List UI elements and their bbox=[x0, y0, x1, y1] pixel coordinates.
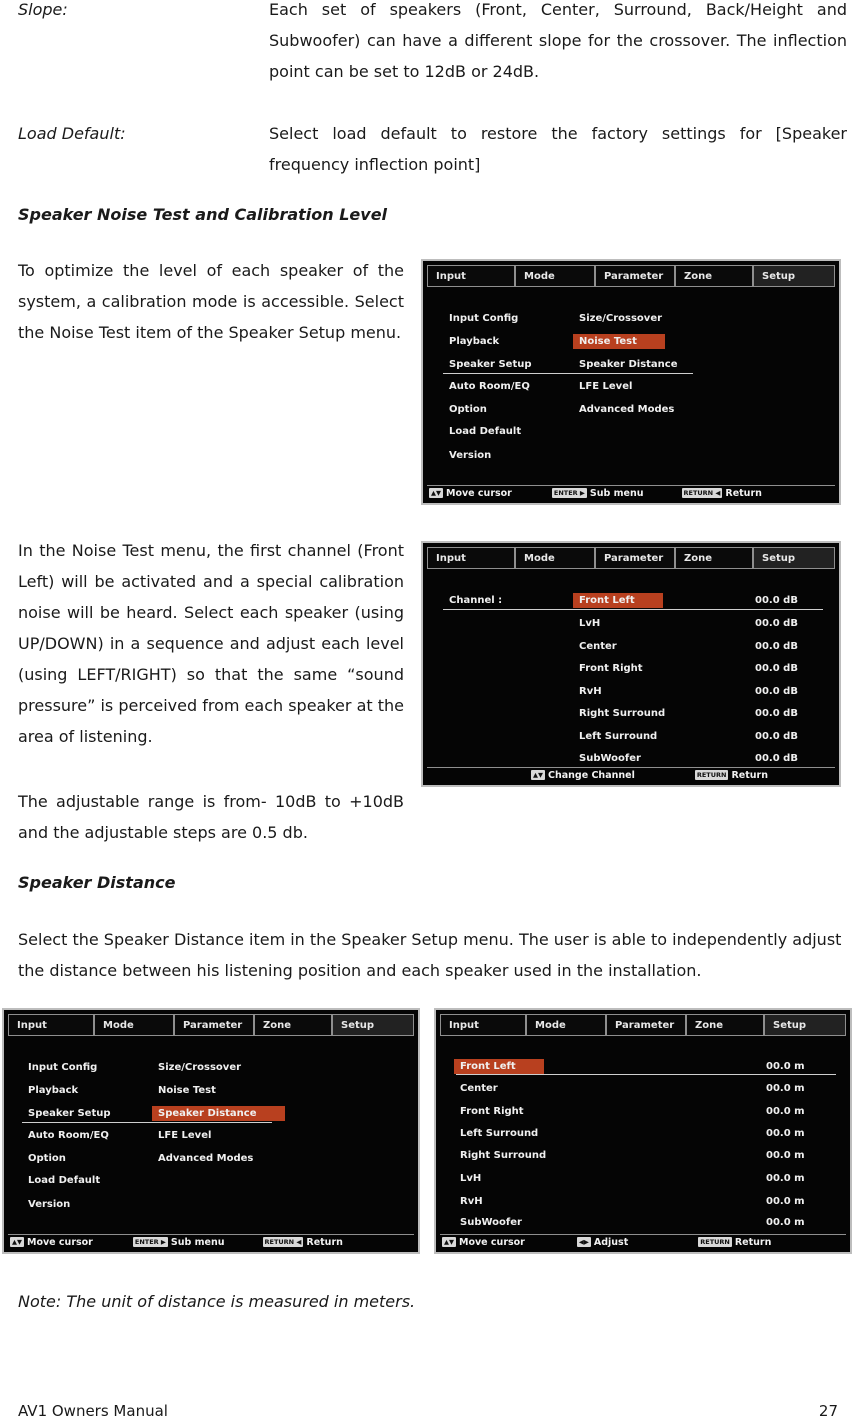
manual-title-footer: AV1 Owners Manual bbox=[18, 1402, 168, 1420]
level-value[interactable]: 00.0 dB bbox=[755, 753, 798, 764]
return-key-icon: RETURN ◀ bbox=[683, 489, 721, 497]
channel-subwoofer[interactable]: SubWoofer bbox=[579, 753, 641, 764]
tab-parameter[interactable]: Parameter bbox=[606, 1014, 686, 1036]
tab-zone[interactable]: Zone bbox=[675, 265, 753, 287]
level-value[interactable]: 00.0 dB bbox=[755, 731, 798, 742]
menu-advanced-modes[interactable]: Advanced Modes bbox=[579, 404, 675, 415]
tab-zone[interactable]: Zone bbox=[686, 1014, 764, 1036]
distance-lvh[interactable]: LvH bbox=[460, 1173, 482, 1184]
footer-adjust: Adjust bbox=[593, 1236, 629, 1248]
menu-noise-test[interactable]: Noise Test bbox=[158, 1085, 216, 1096]
tab-input[interactable]: Input bbox=[8, 1014, 94, 1036]
tab-setup[interactable]: Setup bbox=[764, 1014, 846, 1036]
menu-playback[interactable]: Playback bbox=[449, 336, 500, 347]
menu-load-default[interactable]: Load Default bbox=[28, 1175, 101, 1186]
distance-value[interactable]: 00.0 m bbox=[766, 1106, 805, 1117]
tab-parameter[interactable]: Parameter bbox=[595, 547, 675, 569]
level-value[interactable]: 00.0 dB bbox=[755, 595, 798, 606]
osd-footer bbox=[8, 1234, 414, 1249]
tab-input[interactable]: Input bbox=[440, 1014, 526, 1036]
menu-speaker-setup[interactable]: Speaker Setup bbox=[449, 359, 532, 370]
menu-noise-test-selected[interactable]: Noise Test bbox=[573, 334, 665, 349]
load-default-label: Load Default: bbox=[18, 124, 126, 143]
menu-speaker-distance-selected[interactable]: Speaker Distance bbox=[152, 1106, 285, 1121]
tab-mode[interactable]: Mode bbox=[515, 265, 595, 287]
level-value[interactable]: 00.0 dB bbox=[755, 663, 798, 674]
distance-value[interactable]: 00.0 m bbox=[766, 1173, 805, 1184]
channel-front-left-selected[interactable]: Front Left bbox=[573, 593, 663, 608]
distance-subwoofer[interactable]: SubWoofer bbox=[460, 1217, 522, 1228]
menu-option[interactable]: Option bbox=[28, 1153, 66, 1164]
tab-zone[interactable]: Zone bbox=[254, 1014, 332, 1036]
osd-speaker-distance-values bbox=[434, 1008, 852, 1254]
menu-size-crossover[interactable]: Size/Crossover bbox=[158, 1062, 242, 1073]
footer-change-channel: Change Channel bbox=[548, 769, 635, 781]
menu-input-config[interactable]: Input Config bbox=[28, 1062, 98, 1073]
menu-speaker-setup[interactable]: Speaker Setup bbox=[28, 1108, 111, 1119]
channel-left-surround[interactable]: Left Surround bbox=[579, 731, 658, 742]
menu-auto-room-eq[interactable]: Auto Room/EQ bbox=[28, 1130, 109, 1141]
osd-tab-bar bbox=[440, 1014, 846, 1036]
level-value[interactable]: 00.0 dB bbox=[755, 641, 798, 652]
level-value[interactable]: 00.0 dB bbox=[755, 708, 798, 719]
distance-unit-note: Note: The unit of distance is measured in meters. bbox=[18, 1292, 416, 1311]
footer-move-cursor: Move cursor bbox=[27, 1236, 93, 1248]
osd-tab-bar bbox=[8, 1014, 414, 1036]
tab-setup[interactable]: Setup bbox=[753, 547, 835, 569]
osd-footer bbox=[440, 1234, 846, 1249]
tab-setup[interactable]: Setup bbox=[332, 1014, 414, 1036]
osd-tab-bar bbox=[427, 547, 835, 569]
distance-front-left-selected[interactable]: Front Left bbox=[454, 1059, 544, 1074]
channel-right-surround[interactable]: Right Surround bbox=[579, 708, 666, 719]
osd-setup-menu-noise-test bbox=[421, 259, 841, 505]
level-value[interactable]: 00.0 dB bbox=[755, 686, 798, 697]
noise-test-paragraph-1: To optimize the level of each speaker of the system, a calibration mode is accessible. Select the Noise Test item of the Speaker Setup menu. bbox=[18, 261, 404, 342]
distance-rvh[interactable]: RvH bbox=[460, 1196, 483, 1207]
enter-key-icon: ENTER ▶ bbox=[134, 1238, 166, 1246]
distance-right-surround[interactable]: Right Surround bbox=[460, 1150, 547, 1161]
channel-rvh[interactable]: RvH bbox=[579, 686, 602, 697]
menu-size-crossover[interactable]: Size/Crossover bbox=[579, 313, 663, 324]
distance-value[interactable]: 00.0 m bbox=[766, 1083, 805, 1094]
footer-move-cursor: Move cursor bbox=[446, 487, 512, 499]
footer-move-cursor: Move cursor bbox=[459, 1236, 525, 1248]
footer-return: Return bbox=[731, 769, 768, 781]
speaker-distance-heading: Speaker Distance bbox=[18, 873, 176, 892]
noise-test-paragraph-3: The adjustable range is from- 10dB to +10dB and the adjustable steps are 0.5 db. bbox=[18, 792, 404, 842]
return-key-icon: RETURN bbox=[696, 771, 727, 779]
enter-key-icon: ENTER ▶ bbox=[553, 489, 585, 497]
tab-parameter[interactable]: Parameter bbox=[174, 1014, 254, 1036]
arrow-keys-icon: ▲▼ bbox=[533, 771, 543, 779]
left-right-keys-icon: ◀▶ bbox=[578, 1238, 589, 1246]
arrow-keys-icon: ▲▼ bbox=[431, 489, 441, 497]
distance-value[interactable]: 00.0 m bbox=[766, 1196, 805, 1207]
menu-playback[interactable]: Playback bbox=[28, 1085, 79, 1096]
tab-zone[interactable]: Zone bbox=[675, 547, 753, 569]
channel-lvh[interactable]: LvH bbox=[579, 618, 601, 629]
osd-setup-menu-speaker-distance bbox=[2, 1008, 420, 1254]
noise-test-heading: Speaker Noise Test and Calibration Level bbox=[18, 205, 388, 224]
osd-tab-bar bbox=[427, 265, 835, 287]
menu-advanced-modes[interactable]: Advanced Modes bbox=[158, 1153, 254, 1164]
menu-speaker-distance[interactable]: Speaker Distance bbox=[579, 359, 678, 370]
page-number: 27 bbox=[818, 1402, 838, 1420]
channel-label: Channel : bbox=[449, 595, 503, 606]
return-key-icon: RETURN bbox=[700, 1238, 730, 1246]
arrow-keys-icon: ▲▼ bbox=[12, 1238, 22, 1246]
menu-lfe-level[interactable]: LFE Level bbox=[158, 1130, 212, 1141]
speaker-distance-paragraph: Select the Speaker Distance item in the Speaker Setup menu. The user is able to independently adjust the distance between his listening position and each speaker used in the installation. bbox=[18, 930, 842, 980]
menu-input-config[interactable]: Input Config bbox=[449, 313, 519, 324]
distance-center[interactable]: Center bbox=[460, 1083, 498, 1094]
distance-front-right[interactable]: Front Right bbox=[460, 1106, 524, 1117]
osd-footer bbox=[427, 767, 835, 782]
menu-version[interactable]: Version bbox=[28, 1199, 71, 1210]
tab-mode[interactable]: Mode bbox=[94, 1014, 174, 1036]
menu-auto-room-eq[interactable]: Auto Room/EQ bbox=[449, 381, 530, 392]
menu-lfe-level[interactable]: LFE Level bbox=[579, 381, 633, 392]
channel-center[interactable]: Center bbox=[579, 641, 617, 652]
distance-value[interactable]: 00.0 m bbox=[766, 1150, 805, 1161]
osd-noise-test-levels bbox=[421, 541, 841, 787]
footer-return: Return bbox=[734, 1236, 772, 1248]
tab-input[interactable]: Input bbox=[427, 547, 515, 569]
noise-test-paragraph-2: In the Noise Test menu, the first channel (Front Left) will be activated and a special calibration noise will be heard. Select each speaker (using UP/DOWN) in a sequence and adjust each level (using LEFT/RIGHT) so that the same “sound pressure” is perceived from each speaker at the area of listening. bbox=[18, 541, 404, 746]
menu-version[interactable]: Version bbox=[449, 450, 492, 461]
tab-mode[interactable]: Mode bbox=[526, 1014, 606, 1036]
slope-description: Each set of speakers (Front, Center, Surround, Back/Height and Subwoofer) can have a different slope for the crossover. The inflection point can be set to 12dB or 24dB. bbox=[269, 0, 847, 81]
distance-value[interactable]: 00.0 m bbox=[766, 1061, 805, 1072]
menu-option[interactable]: Option bbox=[449, 404, 487, 415]
menu-load-default[interactable]: Load Default bbox=[449, 426, 522, 437]
footer-return: Return bbox=[306, 1236, 343, 1248]
slope-label: Slope: bbox=[18, 0, 68, 19]
distance-value[interactable]: 00.0 m bbox=[766, 1217, 805, 1228]
tab-parameter[interactable]: Parameter bbox=[595, 265, 675, 287]
osd-footer bbox=[427, 485, 835, 500]
footer-sub-menu: Sub menu bbox=[589, 487, 644, 499]
distance-value[interactable]: 00.0 m bbox=[766, 1128, 805, 1139]
footer-sub-menu: Sub menu bbox=[170, 1236, 225, 1248]
distance-left-surround[interactable]: Left Surround bbox=[460, 1128, 539, 1139]
channel-front-right[interactable]: Front Right bbox=[579, 663, 643, 674]
return-key-icon: RETURN ◀ bbox=[264, 1238, 302, 1246]
arrow-keys-icon: ▲▼ bbox=[444, 1238, 454, 1246]
tab-input[interactable]: Input bbox=[427, 265, 515, 287]
tab-mode[interactable]: Mode bbox=[515, 547, 595, 569]
tab-setup[interactable]: Setup bbox=[753, 265, 835, 287]
level-value[interactable]: 00.0 dB bbox=[755, 618, 798, 629]
load-default-description: Select load default to restore the factory settings for [Speaker frequency inflection point] bbox=[269, 124, 847, 174]
footer-return: Return bbox=[725, 487, 762, 499]
